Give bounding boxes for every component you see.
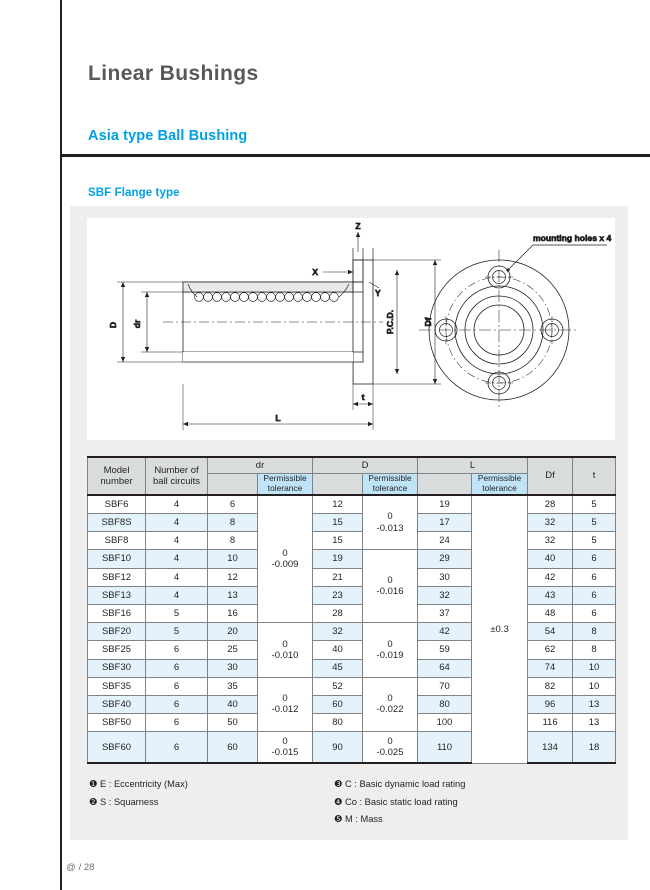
cell-ball-circuits: 4 (146, 586, 208, 604)
cell-L: 70 (418, 677, 472, 695)
cell-t: 6 (573, 550, 616, 568)
cell-t: 6 (573, 586, 616, 604)
table-row (88, 586, 616, 604)
cell-D-tolerance (363, 732, 418, 764)
col-header-t: t (573, 457, 616, 495)
title-block (88, 62, 608, 86)
tolerance-lower: -0.019 (376, 649, 404, 661)
cell-dr: 30 (208, 659, 258, 677)
cell-model-number: SBF16 (88, 604, 146, 622)
tolerance-upper: 0 (282, 736, 288, 748)
cell-dr: 16 (208, 604, 258, 622)
cell-D: 19 (313, 550, 363, 568)
table-body (88, 495, 616, 763)
table-head (88, 457, 616, 495)
cell-L: 19 (418, 495, 472, 514)
cell-L: 64 (418, 659, 472, 677)
cell-dr: 35 (208, 677, 258, 695)
cell-model-number: SBF35 (88, 677, 146, 695)
tolerance-lower: -0.025 (376, 747, 404, 759)
cell-Df: 82 (528, 677, 573, 695)
cell-ball-circuits: 4 (146, 568, 208, 586)
cell-model-number: SBF60 (88, 732, 146, 764)
spec-table (87, 456, 616, 764)
cell-t: 18 (573, 732, 616, 764)
page-footer (66, 862, 94, 873)
cell-L: 32 (418, 586, 472, 604)
cell-D-tolerance (363, 495, 418, 550)
footnote-marker-icon: ❷ (89, 796, 98, 808)
cell-Df: 74 (528, 659, 573, 677)
footnote-item (334, 814, 465, 825)
cell-L-tolerance: ±0.3 (472, 495, 528, 763)
cell-model-number: SBF12 (88, 568, 146, 586)
col-header-dr: dr (208, 457, 313, 474)
tolerance-upper: 0 (387, 736, 393, 748)
table-row (88, 714, 616, 732)
footnote-text: E : Eccentricity (Max) (100, 779, 188, 789)
cell-D: 23 (313, 586, 363, 604)
cell-t: 13 (573, 695, 616, 713)
dimension-label-df: Df (423, 317, 433, 327)
cell-ball-circuits: 5 (146, 604, 208, 622)
cell-dr: 6 (208, 495, 258, 514)
cell-L: 29 (418, 550, 472, 568)
cell-D: 21 (313, 568, 363, 586)
cell-Df: 134 (528, 732, 573, 764)
cell-ball-circuits: 6 (146, 677, 208, 695)
tolerance-upper: 0 (282, 693, 288, 705)
cell-Df: 42 (528, 568, 573, 586)
cell-L: 110 (418, 732, 472, 764)
cell-D-tolerance (363, 550, 418, 623)
cell-model-number: SBF30 (88, 659, 146, 677)
tolerance-lower: -0.010 (271, 649, 299, 661)
cell-D: 15 (313, 514, 363, 532)
table-row (88, 659, 616, 677)
cell-model-number: SBF20 (88, 623, 146, 641)
col-header-L-value (418, 474, 472, 495)
footnote-text: Co : Basic static load rating (345, 796, 458, 807)
section-title: SBF Flange type (88, 187, 180, 199)
dimension-label-pcd: P.C.D. (385, 309, 395, 335)
dimension-label-t: t (361, 392, 365, 402)
cell-ball-circuits: 4 (146, 495, 208, 514)
dimension-label-z: Z (355, 221, 361, 231)
cell-model-number: SBF25 (88, 641, 146, 659)
cell-L: 100 (418, 714, 472, 732)
table-row (88, 641, 616, 659)
cell-Df: 54 (528, 623, 573, 641)
cell-dr: 25 (208, 641, 258, 659)
table-row (88, 695, 616, 713)
cell-model-number: SBF50 (88, 714, 146, 732)
cell-ball-circuits: 6 (146, 641, 208, 659)
table-row (88, 677, 616, 695)
cell-ball-circuits: 4 (146, 550, 208, 568)
tolerance-lower: -0.016 (376, 586, 404, 598)
cell-dr-tolerance (258, 732, 313, 764)
cell-model-number: SBF8S (88, 514, 146, 532)
footnote-marker-icon: ❹ (334, 796, 343, 808)
technical-drawing (87, 218, 615, 440)
tolerance-upper: 0 (387, 511, 393, 523)
cell-Df: 32 (528, 532, 573, 550)
cell-ball-circuits: 6 (146, 695, 208, 713)
cell-Df: 62 (528, 641, 573, 659)
tolerance-lower: -0.009 (271, 558, 299, 570)
left-vertical-rule (60, 0, 62, 890)
cell-L: 80 (418, 695, 472, 713)
tolerance-upper: 0 (282, 638, 288, 650)
cell-t: 5 (573, 495, 616, 514)
cell-Df: 96 (528, 695, 573, 713)
table-row (88, 514, 616, 532)
cell-dr: 12 (208, 568, 258, 586)
footnote-marker-icon: ❶ (89, 779, 98, 790)
page-title: Linear Bushings (88, 62, 259, 85)
table-row (88, 604, 616, 622)
cell-L: 37 (418, 604, 472, 622)
cell-Df: 40 (528, 550, 573, 568)
cell-D: 15 (313, 532, 363, 550)
table-row (88, 532, 616, 550)
tolerance-lower: -0.015 (271, 747, 299, 759)
cell-dr: 13 (208, 586, 258, 604)
cell-L: 24 (418, 532, 472, 550)
cell-D: 90 (313, 732, 363, 764)
spec-table-container (87, 456, 615, 764)
cell-dr-tolerance (258, 677, 313, 732)
cell-dr: 10 (208, 550, 258, 568)
col-header-Df: Df (528, 457, 573, 495)
footer-symbol: @ (66, 862, 76, 873)
cell-L: 59 (418, 641, 472, 659)
cell-ball-circuits: 6 (146, 659, 208, 677)
cell-L: 42 (418, 623, 472, 641)
cell-t: 10 (573, 659, 616, 677)
col-header-dr-tolerance: Permissible tolerance (258, 474, 313, 495)
cell-Df: 116 (528, 714, 573, 732)
cell-D: 45 (313, 659, 363, 677)
footnote-text: S : Squarness (100, 796, 159, 807)
cell-ball-circuits: 4 (146, 514, 208, 532)
footnote-item (334, 797, 465, 808)
cell-model-number: SBF10 (88, 550, 146, 568)
col-header-D: D (313, 457, 418, 474)
cell-D: 12 (313, 495, 363, 514)
tolerance-lower: -0.012 (271, 704, 299, 716)
cell-t: 13 (573, 714, 616, 732)
tolerance-lower: -0.013 (376, 522, 404, 534)
col-header-dr-value (208, 474, 258, 495)
cell-dr: 8 (208, 532, 258, 550)
cell-D: 40 (313, 641, 363, 659)
footnotes-right-column (334, 779, 465, 832)
cell-D-tolerance (363, 677, 418, 732)
dimension-label-d: D (108, 321, 118, 329)
cell-model-number: SBF40 (88, 695, 146, 713)
cell-model-number: SBF13 (88, 586, 146, 604)
col-header-ball-circuits: Number of ball circuits (146, 457, 208, 495)
footnotes-left-column (89, 779, 188, 814)
col-header-D-value (313, 474, 363, 495)
cell-ball-circuits: 5 (146, 623, 208, 641)
tolerance-upper: 0 (387, 575, 393, 587)
cell-L: 17 (418, 514, 472, 532)
cell-dr: 50 (208, 714, 258, 732)
table-row (88, 550, 616, 568)
col-header-L-tolerance: Permissible tolerance (472, 474, 528, 495)
table-row (88, 732, 616, 764)
cell-Df: 48 (528, 604, 573, 622)
footnote-text: M : Mass (345, 814, 383, 824)
table-row (88, 495, 616, 514)
tolerance-upper: 0 (387, 638, 393, 650)
dimension-label-l: L (275, 413, 281, 423)
cell-D: 28 (313, 604, 363, 622)
cell-dr-tolerance (258, 495, 313, 623)
col-header-L: L (418, 457, 528, 474)
footnote-text: C : Basic dynamic load rating (345, 779, 466, 789)
cell-t: 8 (573, 641, 616, 659)
cell-model-number: SBF6 (88, 495, 146, 514)
cell-t: 6 (573, 604, 616, 622)
subtitle: Asia type Ball Bushing (88, 128, 248, 144)
tolerance-lower: -0.022 (376, 704, 404, 716)
cell-Df: 43 (528, 586, 573, 604)
title-divider (60, 154, 650, 157)
cell-t: 5 (573, 532, 616, 550)
cell-dr: 40 (208, 695, 258, 713)
cell-t: 6 (573, 568, 616, 586)
cell-dr: 60 (208, 732, 258, 764)
cell-L: 30 (418, 568, 472, 586)
cell-dr-tolerance (258, 623, 313, 678)
dimension-label-dr: dr (132, 319, 142, 329)
cell-D: 32 (313, 623, 363, 641)
col-header-D-tolerance: Permissible tolerance (363, 474, 418, 495)
footnote-item (89, 779, 188, 790)
cell-D-tolerance (363, 623, 418, 678)
table-row (88, 623, 616, 641)
dimension-label-y: Y (375, 288, 381, 298)
cell-dr: 20 (208, 623, 258, 641)
cell-Df: 28 (528, 495, 573, 514)
drawing-svg (87, 218, 615, 440)
cell-ball-circuits: 6 (146, 714, 208, 732)
cell-ball-circuits: 6 (146, 732, 208, 764)
col-header-model-number: Model number (88, 457, 146, 495)
footnote-marker-icon: ❺ (334, 814, 343, 825)
tolerance-upper: 0 (282, 547, 288, 559)
cell-D: 60 (313, 695, 363, 713)
footnote-marker-icon: ❸ (334, 779, 343, 790)
cell-t: 5 (573, 514, 616, 532)
footnote-item (89, 797, 188, 808)
cell-t: 8 (573, 623, 616, 641)
cell-t: 10 (573, 677, 616, 695)
dimension-label-x: X (312, 267, 318, 277)
mounting-holes-annotation: mounting holes x 4 (533, 233, 612, 243)
cell-dr: 8 (208, 514, 258, 532)
cell-Df: 32 (528, 514, 573, 532)
footnote-item (334, 779, 465, 790)
cell-D: 80 (313, 714, 363, 732)
footer-page-number: / 28 (78, 862, 95, 873)
tolerance-upper: 0 (387, 693, 393, 705)
cell-D: 52 (313, 677, 363, 695)
cell-model-number: SBF8 (88, 532, 146, 550)
cell-ball-circuits: 4 (146, 532, 208, 550)
table-row (88, 568, 616, 586)
